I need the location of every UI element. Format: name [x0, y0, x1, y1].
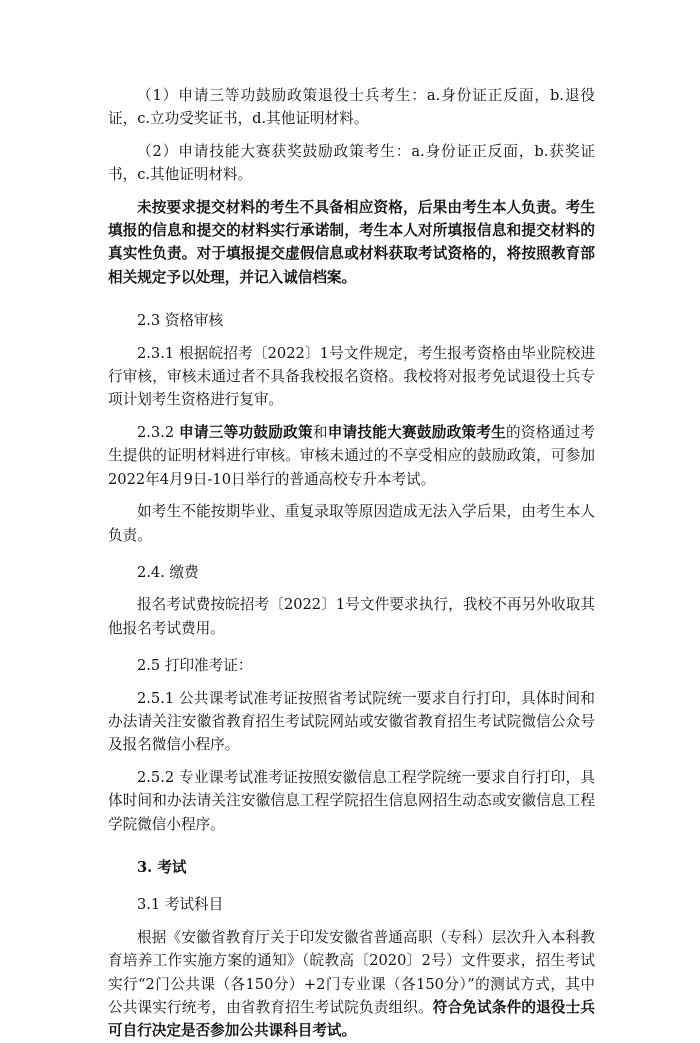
section-2-3-1: 2.3.1 根据皖招考〔2022〕1号文件规定，考生报考资格由毕业院校进行审核，审核未通过者不具备我校报名资格。我校将对报考免试退役士兵专项计划考生资格进行复审。: [108, 344, 595, 409]
section-2-3-2-mid: 和: [312, 423, 328, 441]
section-2-3-2-bold-1: 申请三等功鼓励政策: [179, 423, 313, 441]
section-3-1-body: [108, 926, 595, 1043]
section-3-1-body-bold: 符合免试条件的退役士兵可自行决定是否参加公共课科目考试。: [108, 999, 595, 1040]
section-2-4-body: 报名考试费按皖招考〔2022〕1号文件要求执行，我校不再另外收取其他报名考试费用。: [108, 596, 595, 637]
section-2-5-2: 2.5.2 专业课考试准考证按照安徽信息工程学院统一要求自行打印，具体时间和办法请关注安徽信息工程学院招生信息网招生动态或安徽信息工程学院微信小程序。: [108, 768, 595, 833]
materials-warning: 未按要求提交材料的考生不具备相应资格，后果由考生本人负责。考生填报的信息和提交的材料实行承诺制，考生本人对所填报信息和提交材料的真实性负责。对于填报提交虚假信息或材料获取考试资格的，将按照教育部相关规定予以处理，并记入诚信档案。: [108, 198, 595, 286]
section-2-3-2-rest: 的资格通过考生提供的证明材料进行审核。审核未通过的不享受相应的鼓励政策，可参加2022年4月9日-10日举行的普通高校专升本考试。: [108, 423, 595, 488]
section-2-5-1: 2.5.1 公共课考试准考证按照省考试院统一要求自行打印，具体时间和办法请关注安徽省教育招生考试院网站或安徽省教育招生考试院微信公众号及报名微信小程序。: [108, 689, 595, 754]
section-2-3-heading: 2.3 资格审核: [137, 312, 224, 330]
section-3-1-heading: 3.1 考试科目: [137, 896, 224, 914]
section-2-3-2: [108, 421, 595, 491]
section-3-heading: 3. 考试: [137, 858, 187, 876]
section-3-1-body-text: 根据《安徽省教育厅关于印发安徽省普通高职（专科）层次升入本科教育培养工作实施方案的通知》（皖教高〔2020〕2号）文件要求，招生考试实行“2门公共课（各150分）+2门专业课（各150分）”的测试方式，其中公共课实行统考，由省教育招生考试院负责组织。: [108, 928, 595, 1016]
materials-item-1: （1）申请三等功鼓励政策退役士兵考生：a.身份证正反面，b.退役证，c.立功受奖证书，d.其他证明材料。: [108, 87, 595, 128]
section-2-4-heading: 2.4. 缴费: [137, 563, 199, 581]
section-2-3-2-prefix: 2.3.2: [137, 423, 180, 441]
section-2-5-heading: 2.5 打印准考证：: [137, 657, 253, 675]
section-2-3-note: 如考生不能按期毕业、重复录取等原因造成无法入学后果，由考生本人负责。: [108, 503, 595, 544]
materials-item-2: （2）申请技能大赛获奖鼓励政策考生：a.身份证正反面，b.获奖证书，c.其他证明材料。: [108, 142, 595, 184]
section-2-3-2-bold-2: 申请技能大赛鼓励政策考生: [327, 423, 507, 441]
